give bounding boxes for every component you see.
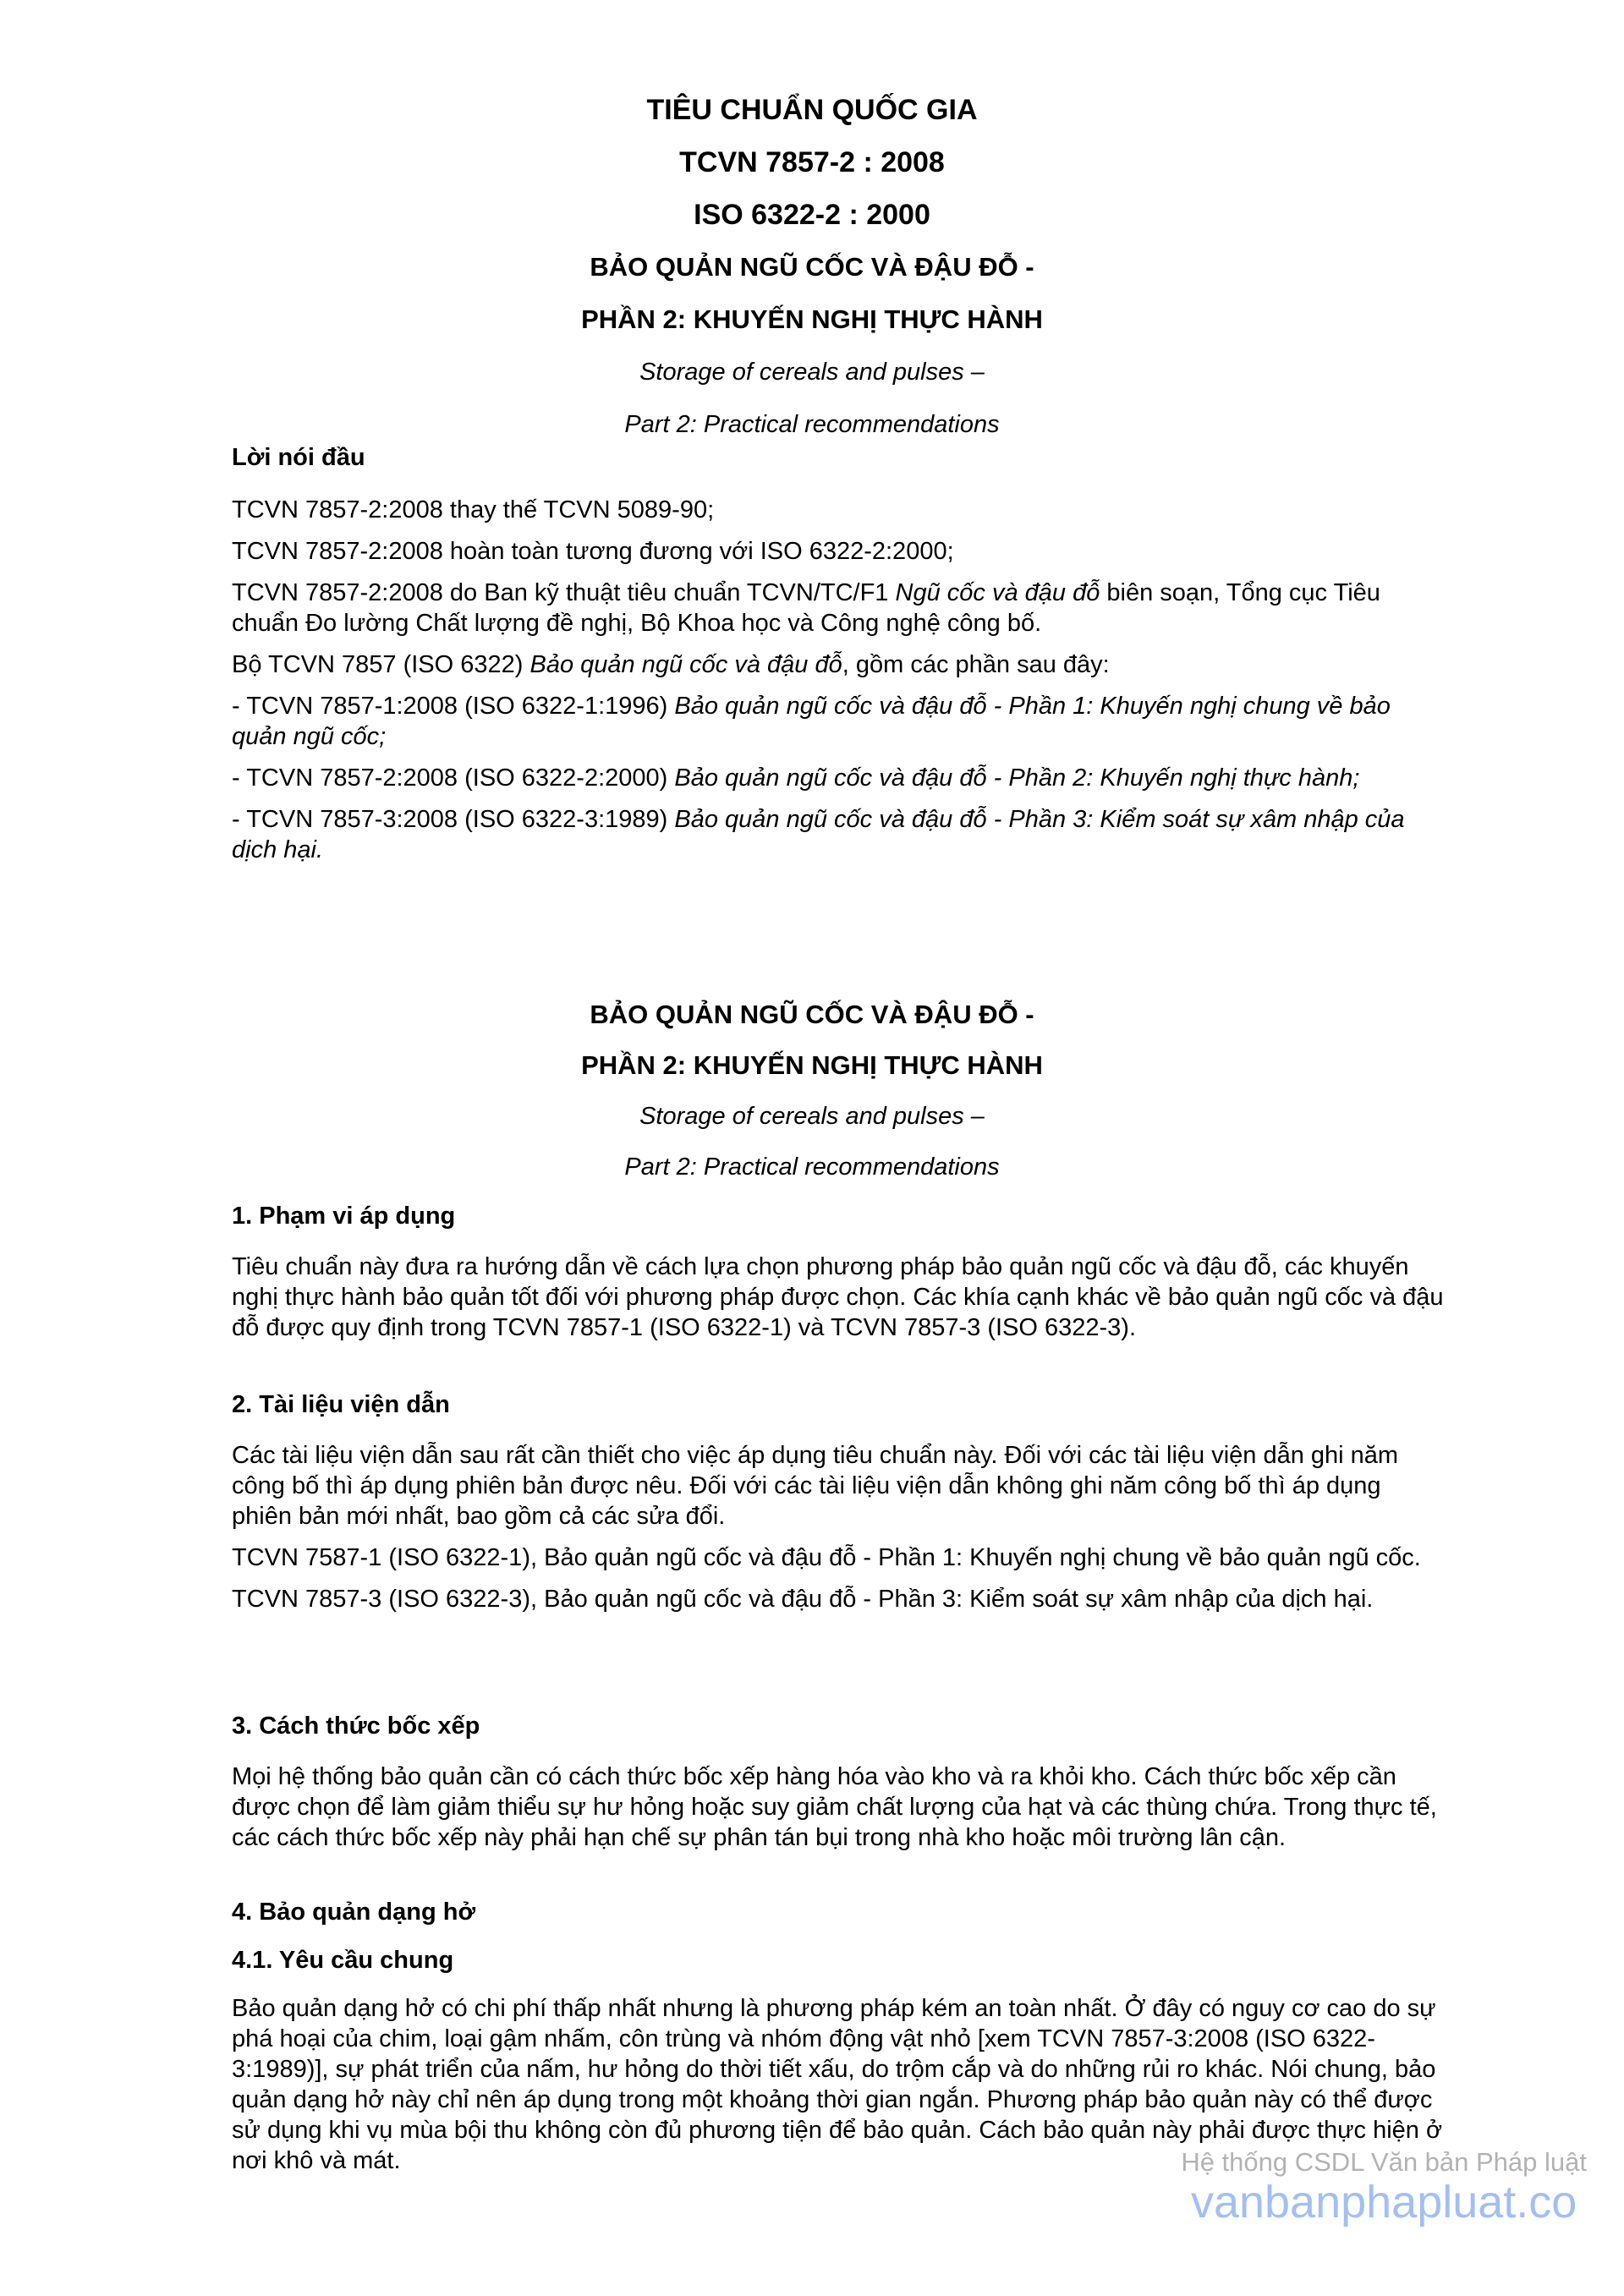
standard-title-en-2: Part 2: Practical recommendations xyxy=(624,411,1000,438)
italic-text-run: Bảo quản ngũ cốc và đậu đỗ - Phần 3: Kiểm soát sự xâm nhập của dịch hại. xyxy=(232,806,1405,863)
text-run: Tiêu chuẩn này đưa ra hướng dẫn về cách lựa chọn phương pháp bảo quản ngũ cốc và đậu đỗ, các khuyến nghị thực hành bảo quản tốt đối với phương pháp được chọn. Các khía cạnh khác về bảo quản ngũ cốc và đậu đỗ được quy định trong TCVN 7857-1 (ISO 6322-1) và TCVN 7857-3 (ISO 6322-3). xyxy=(232,1253,1444,1341)
standard-code-iso: ISO 6322-2 : 2000 xyxy=(694,199,930,231)
main-title-vi-2: PHẦN 2: KHUYẾN NGHỊ THỰC HÀNH xyxy=(581,1050,1043,1080)
standard-title-vi-1: BẢO QUẢN NGŨ CỐC VÀ ĐẬU ĐỖ - xyxy=(590,252,1034,282)
section-scope-paragraph xyxy=(232,1252,1446,1343)
section-handling xyxy=(232,1711,1446,1864)
section-general-requirements-heading: 4.1. Yêu cầu chung xyxy=(232,1947,454,1974)
foreword-paragraph xyxy=(232,495,1446,525)
text-run: TCVN 7857-2:2008 thay thế TCVN 5089-90; xyxy=(232,496,715,523)
section-handling-heading: 3. Cách thức bốc xếp xyxy=(232,1712,480,1740)
foreword-paragraph xyxy=(232,578,1446,638)
section-references xyxy=(232,1389,1446,1625)
page-title: TIÊU CHUẨN QUỐC GIA xyxy=(646,94,978,126)
text-run: Mọi hệ thống bảo quản cần có cách thức bốc xếp hàng hóa vào kho và ra khỏi kho. Cách thức bốc xếp cần được chọn để làm giảm thiểu sự hư hỏng hoặc suy giảm chất lượng của hạt và các thùng chứa. Trong thực tế, các cách thức bốc xếp này phải hạn chế sự phân tán bụi trong nhà kho hoặc môi trường lân cận. xyxy=(232,1763,1437,1851)
italic-text-run: Bảo quản ngũ cốc và đậu đỗ xyxy=(529,651,842,678)
text-run: TCVN 7857-2:2008 hoàn toàn tương đương với ISO 6322-2:2000; xyxy=(232,538,954,565)
italic-text-run: Bảo quản ngũ cốc và đậu đỗ - Phần 2: Khuyến nghị thực hành; xyxy=(674,764,1360,792)
section-references-heading: 2. Tài liệu viện dẫn xyxy=(232,1391,450,1418)
text-run: , gồm các phần sau đây: xyxy=(842,651,1110,678)
watermark-site-name: vanbanphapluat.co xyxy=(1190,2177,1577,2228)
foreword-section xyxy=(232,442,1446,876)
main-title-en-2: Part 2: Practical recommendations xyxy=(624,1153,1000,1181)
section-scope-heading: 1. Phạm vi áp dụng xyxy=(232,1203,456,1230)
standard-title-vi-2: PHẦN 2: KHUYẾN NGHỊ THỰC HÀNH xyxy=(581,304,1043,334)
reference-item xyxy=(232,1543,1446,1573)
standard-part-list-item xyxy=(232,804,1446,865)
standard-part-list-item xyxy=(232,691,1446,752)
text-run: TCVN 7857-3 (ISO 6322-3), Bảo quản ngũ cốc và đậu đỗ - Phần 3: Kiểm soát sự xâm nhập của dịch hại. xyxy=(232,1586,1374,1613)
section-handling-paragraph xyxy=(232,1762,1446,1853)
text-run: - TCVN 7857-3:2008 (ISO 6322-3:1989) xyxy=(232,806,675,833)
italic-text-run: Ngũ cốc và đậu đỗ xyxy=(895,579,1100,606)
standard-part-list-item xyxy=(232,763,1446,793)
section-open-storage-paragraph xyxy=(232,1993,1446,2176)
foreword-paragraph xyxy=(232,649,1446,680)
section-open-storage xyxy=(232,1897,1446,2187)
text-run: Các tài liệu viện dẫn sau rất cần thiết cho việc áp dụng tiêu chuẩn này. Đối với các tài liệu viện dẫn ghi năm công bố thì áp dụng phiên bản được nêu. Đối với các tài liệu viện dẫn không ghi năm công bố thì áp dụng phiên bản mới nhất, bao gồm cả các sửa đổi. xyxy=(232,1442,1399,1530)
standard-header xyxy=(0,92,1624,459)
section-references-paragraph xyxy=(232,1440,1446,1532)
main-title-vi-1: BẢO QUẢN NGŨ CỐC VÀ ĐẬU ĐỖ - xyxy=(590,1000,1034,1029)
watermark-system-label: Hệ thống CSDL Văn bản Pháp luật xyxy=(1181,2147,1587,2177)
text-run: - TCVN 7857-1:2008 (ISO 6322-1:1996) xyxy=(232,693,675,720)
standard-title-en-1: Storage of cereals and pulses – xyxy=(639,359,985,386)
main-title-en-1: Storage of cereals and pulses – xyxy=(639,1103,985,1130)
text-run: Bảo quản dạng hở có chi phí thấp nhất nhưng là phương pháp kém an toàn nhất. Ở đây có nguy cơ cao do sự phá hoại của chim, loại gậm nhấm, côn trùng và nhóm động vật nhỏ [xem TCVN 7857-3:2008 (ISO 6322-3:1989)], sự phát triển của nấm, hư hỏng do thời tiết xấu, do trộm cắp và do những rủi ro khác. Nói chung, bảo quản dạng hở này chỉ nên áp dụng trong một khoảng thời gian ngắn. Phương pháp bảo quản này có thể được sử dụng khi vụ mùa bội thu không còn đủ phương tiện để bảo quản. Cách bảo quản này phải được thực hiện ở nơi khô và mát. xyxy=(232,1995,1442,2174)
main-title-block xyxy=(0,997,1624,1200)
foreword-heading: Lời nói đầu xyxy=(232,444,365,471)
text-run: TCVN 7857-2:2008 do Ban kỹ thuật tiêu chuẩn TCVN/TC/F1 xyxy=(232,579,896,606)
text-run: biên soạn, Tổng cục Tiêu chuẩn Đo lường Chất lượng đề nghị, Bộ Khoa học và Công nghệ công bố. xyxy=(232,579,1380,637)
italic-text-run: Bảo quản ngũ cốc và đậu đỗ - Phần 1: Khuyến nghị chung về bảo quản ngũ cốc; xyxy=(232,693,1391,750)
section-scope xyxy=(232,1201,1446,1354)
text-run: Bộ TCVN 7857 (ISO 6322) xyxy=(232,651,530,678)
text-run: TCVN 7587-1 (ISO 6322-1), Bảo quản ngũ cốc và đậu đỗ - Phần 1: Khuyến nghị chung về bảo quản ngũ cốc. xyxy=(232,1544,1421,1571)
reference-item xyxy=(232,1584,1446,1614)
section-open-storage-heading: 4. Bảo quản dạng hở xyxy=(232,1899,476,1926)
foreword-paragraph xyxy=(232,536,1446,567)
standard-code-tcvn: TCVN 7857-2 : 2008 xyxy=(679,146,945,178)
text-run: - TCVN 7857-2:2008 (ISO 6322-2:2000) xyxy=(232,764,675,792)
